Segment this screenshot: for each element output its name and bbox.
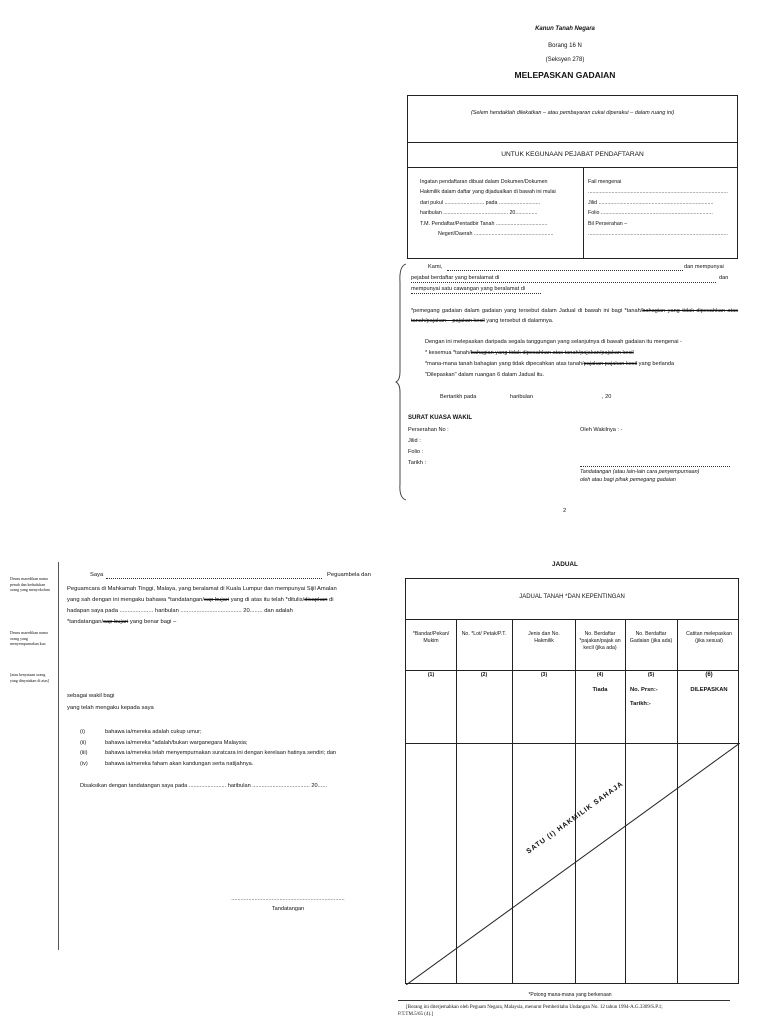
- witness-line-3-strike: cap bujari: [203, 597, 230, 603]
- witness-line-3: [67, 595, 374, 606]
- cawangan-label: mempunyai satu cawangan yang beralamat di: [411, 286, 526, 292]
- act-name: Kanun Tanah Negara: [535, 26, 595, 32]
- saya-end: Peguambela dan: [327, 572, 371, 578]
- tarikh-label: Tarikh :: [408, 460, 427, 466]
- registry-left-line: dari pukul ........................... pada ............................: [420, 199, 541, 206]
- kami-end: dan mempunyai: [684, 264, 724, 270]
- pejabat-end: dan: [719, 275, 729, 281]
- declaration-num: (iii): [80, 750, 88, 757]
- margin-note-2: Desnu maredikan nama orang yang menyempurnakan kuo: [10, 630, 48, 646]
- registry-left-lines: [420, 177, 580, 239]
- section-ref: (Seksyen 278): [545, 57, 585, 63]
- header-catitan: Catitan melepaskan (jika sesuai): [686, 631, 732, 644]
- jadual-table: [405, 578, 739, 984]
- surat-kuasa-heading: SURAT KUASA WAKIL: [408, 415, 472, 421]
- declaration-item: [80, 748, 380, 759]
- registry-right-line: Folio ............................................................................: [588, 210, 713, 217]
- margin-note-1: Desnu maredikan nama penuh dan kedudukan orang yang menyokolam: [10, 576, 50, 592]
- witness-line-3-a: yang sah dengan ini mengaku bahawa *tandatangan/: [67, 597, 204, 603]
- registry-left-line: Hakmilik dalam daftar yang dijadualkan di bawah ini mulai: [420, 189, 556, 196]
- para-pemegang-strike: bahagian yang tidak dipecahkan atas tanah/pajakan – pajakan kecil: [411, 308, 738, 324]
- cawangan-field[interactable]: [411, 293, 541, 294]
- form-number: Borang 16 N: [548, 43, 582, 49]
- col-num: (1): [427, 672, 435, 678]
- registry-left-line: T.M. Pendaftar/Pentadbir Tanah ...................................: [420, 220, 548, 227]
- col-num: (5): [647, 672, 655, 678]
- witness-line: hadapan saya pada ..................... haribulan ...................................... 20........ dan adalah: [67, 608, 293, 614]
- declaration-num: (ii): [80, 739, 87, 746]
- cancel-diagonal: [406, 743, 740, 985]
- dated-haribulan: haribulan: [510, 394, 534, 400]
- registry-right-line: Bil Perserahan –: [588, 220, 628, 227]
- jadual-table-title: JADUAL TANAH *DAN KEPENTINGAN: [519, 594, 625, 600]
- witness-line-5-b: yang benar bagi –: [128, 619, 177, 625]
- item-mana-strike: pajakan pajakan kecil: [583, 361, 638, 367]
- header-hakmilik: Jenis dan No. Hakmilik: [528, 631, 560, 644]
- item-kesemua: [425, 350, 634, 357]
- oleh-wakil-label: Oleh Wakilnya : -: [580, 427, 623, 433]
- jilid-label: Jilid :: [408, 438, 421, 444]
- dated-year: , 20: [602, 394, 612, 400]
- margin-note-3: [atau kenyataan orang yang dinyatakan di atas]: [10, 672, 49, 683]
- declaration-text: bahawa ia/mereka adalah cukup umur;: [105, 729, 202, 735]
- saya-label: Saya: [90, 572, 104, 578]
- kami-field[interactable]: [447, 270, 683, 271]
- col-num: (6): [705, 672, 713, 678]
- col-num: (2): [480, 672, 488, 678]
- item-dilepaskan: "Dilepaskan" dalam ruangan 6 dalam Jadual itu.: [425, 372, 545, 378]
- footer-text: [398, 1004, 738, 1018]
- item-mana-mana: [425, 361, 674, 368]
- footer-line-1: [Borang ini diterjemahkan oleh Peguam Negara, Malaysia, menurut Pemberitahu Undangan No. 12 tahun 1994-A.G.3309/S.P.1;: [406, 1005, 663, 1010]
- registry-right-lines: [588, 177, 736, 239]
- signature-note-1: Tandatangan (atau lain-lain cara penyempurnaan): [580, 469, 700, 475]
- declaration-item: [80, 727, 380, 738]
- col-num: (3): [540, 672, 548, 678]
- wakil-bagi: sebagai wakil bagi: [67, 693, 115, 699]
- footer-line-2: P.T.TM.5/65 (4).]: [398, 1012, 434, 1017]
- declaration-num: (iv): [80, 760, 88, 767]
- registry-left-line: haribulan ............................................ 20...............: [420, 210, 538, 217]
- jadual-title: JADUAL: [552, 561, 578, 568]
- header-gadaian: No. Berdaftar Gadaian (jika ada): [629, 631, 673, 644]
- para-melepaskan: Dengan ini melepaskan daripada segala tanggungan yang selanjutnya di bawah gadaian itu mengenai -: [425, 339, 682, 345]
- cell-tiada: Tiada: [592, 687, 608, 693]
- tandatangan-label: Tandatangan: [271, 906, 305, 912]
- witness-line-5-strike: cap bujari: [103, 619, 129, 625]
- stamp-box: [407, 95, 738, 143]
- header-pajakan: No. Berdaftar *pajakan/pajak an kecil (jika ada): [579, 631, 621, 651]
- item-mana-end: yang berlanda: [637, 361, 675, 367]
- hakmilik-stamp: SATU (I) HAKMILIK SAHAJA: [525, 780, 625, 856]
- folio-label: Folio :: [408, 449, 424, 455]
- header-bandar: *Bandar/Pekan/ Mukim: [412, 631, 450, 644]
- stamp-box-text: (Selem hendaklah dilekatkan – atau pembayaran cukai diperakui – dalam ruang ini): [470, 110, 675, 116]
- witness-line-3-c: di: [327, 597, 334, 603]
- witness-line-3-b: yang di atas itu telah *ditulis/: [229, 597, 305, 603]
- registry-right-line: ...............................................................................................: [588, 231, 728, 238]
- footer-rule: [398, 1000, 730, 1001]
- declaration-num: (i): [80, 729, 85, 735]
- registry-right-line: Fail mengenai: [588, 179, 622, 185]
- witness-line: Peguamcara di Mahkamah Tinggi, Malaya, yang beralamat di Kuala Lumpur dan mempunyai Sijil Amalan: [67, 586, 337, 592]
- witness-line-5-a: *tandatangan/: [67, 619, 104, 625]
- registry-left-line: Ingatan pendaftaran dibuat dalam Dokumen/Dokumen: [420, 179, 548, 185]
- section-brace: [395, 262, 409, 502]
- cell-dilepaskan: DILEPASKAN: [690, 687, 728, 693]
- saya-field[interactable]: [106, 578, 322, 579]
- header-lot: No. *Lot/ Petak/P.T.: [461, 631, 507, 637]
- tandatangan-dots: .........................................................................: [231, 896, 345, 902]
- registry-left-line: Negeri/Daerah ......................................................: [438, 231, 554, 238]
- form-title: MELEPASKAN GADAIAN: [514, 70, 616, 80]
- signature-note-2: oleh atau bagi pihak pemegang gadaian: [580, 477, 676, 483]
- page-number: 2: [563, 508, 567, 514]
- margin-rule: [58, 562, 59, 950]
- declaration-text: bahawa ia/mereka faham akan kandungan serta natijahnya.: [105, 760, 254, 767]
- registry-box: [407, 142, 738, 259]
- pejabat-field[interactable]: [411, 282, 716, 283]
- declaration-text: bahawa ia/mereka *adalah/bukan warganegara Malaysia;: [105, 739, 248, 746]
- declaration-item: [80, 738, 380, 749]
- jadual-footnote: *Potong mana-mana yang berkenaan: [528, 992, 612, 998]
- declaration-text: bahawa ia/mereka telah menyempurnakan suratcara ini dengan kerelaan hatinya sendiri; dan: [105, 750, 337, 757]
- para-pemegang-text: *pemegang gadaian dalam gadaian yang tersebut dalam Jadual di bawah ini bagi *tanah/: [411, 308, 643, 314]
- witness-paragraph: [67, 584, 374, 628]
- item-mana-text: *mana-mana tanah bahagian yang tidak dipecahkan atas tanah/: [425, 361, 584, 367]
- registry-heading: UNTUK KEGUNAAN PEJABAT PENDAFTARAN: [501, 151, 644, 158]
- perserahan-label: Perserahan No :: [408, 427, 449, 433]
- para-pemegang-end: yang tersebut di dalamnya.: [484, 318, 554, 324]
- para-pemegang: [411, 306, 738, 326]
- registry-right-line: Jilid ..............................................................................: [588, 199, 714, 206]
- pejabat-label: pejabat berdaftar yang beralamat di: [411, 275, 500, 281]
- cell-tarikh: Tarikh:-: [630, 701, 651, 707]
- witness-line-3-strike2: dicapkan: [304, 597, 328, 603]
- disaksikan-line: Disaksikan dengan tandatangan saya pada ........................ haribulan ..................................... 20......: [80, 783, 327, 789]
- witness-line-5: [67, 617, 374, 628]
- declaration-item: [80, 759, 380, 770]
- mengaku-kepada: yang telah mengaku kepada saya: [67, 705, 154, 711]
- col-num: (4): [596, 672, 604, 678]
- item-kesemua-strike: bahagian yang tidak dipecahkan atas tanah/pajakan/pajakan kecil: [470, 350, 634, 356]
- signature-field[interactable]: [580, 466, 730, 467]
- item-kesemua-text: * kesemua *tanah/: [425, 350, 471, 356]
- declarations-list: [80, 727, 380, 769]
- cell-no-prsn: No. Prsn:-: [630, 687, 658, 693]
- kami-label: Kami,: [428, 264, 443, 270]
- registry-right-line: ...............................................................................................: [588, 189, 728, 196]
- dated-label: Bertarikh pada: [440, 394, 477, 400]
